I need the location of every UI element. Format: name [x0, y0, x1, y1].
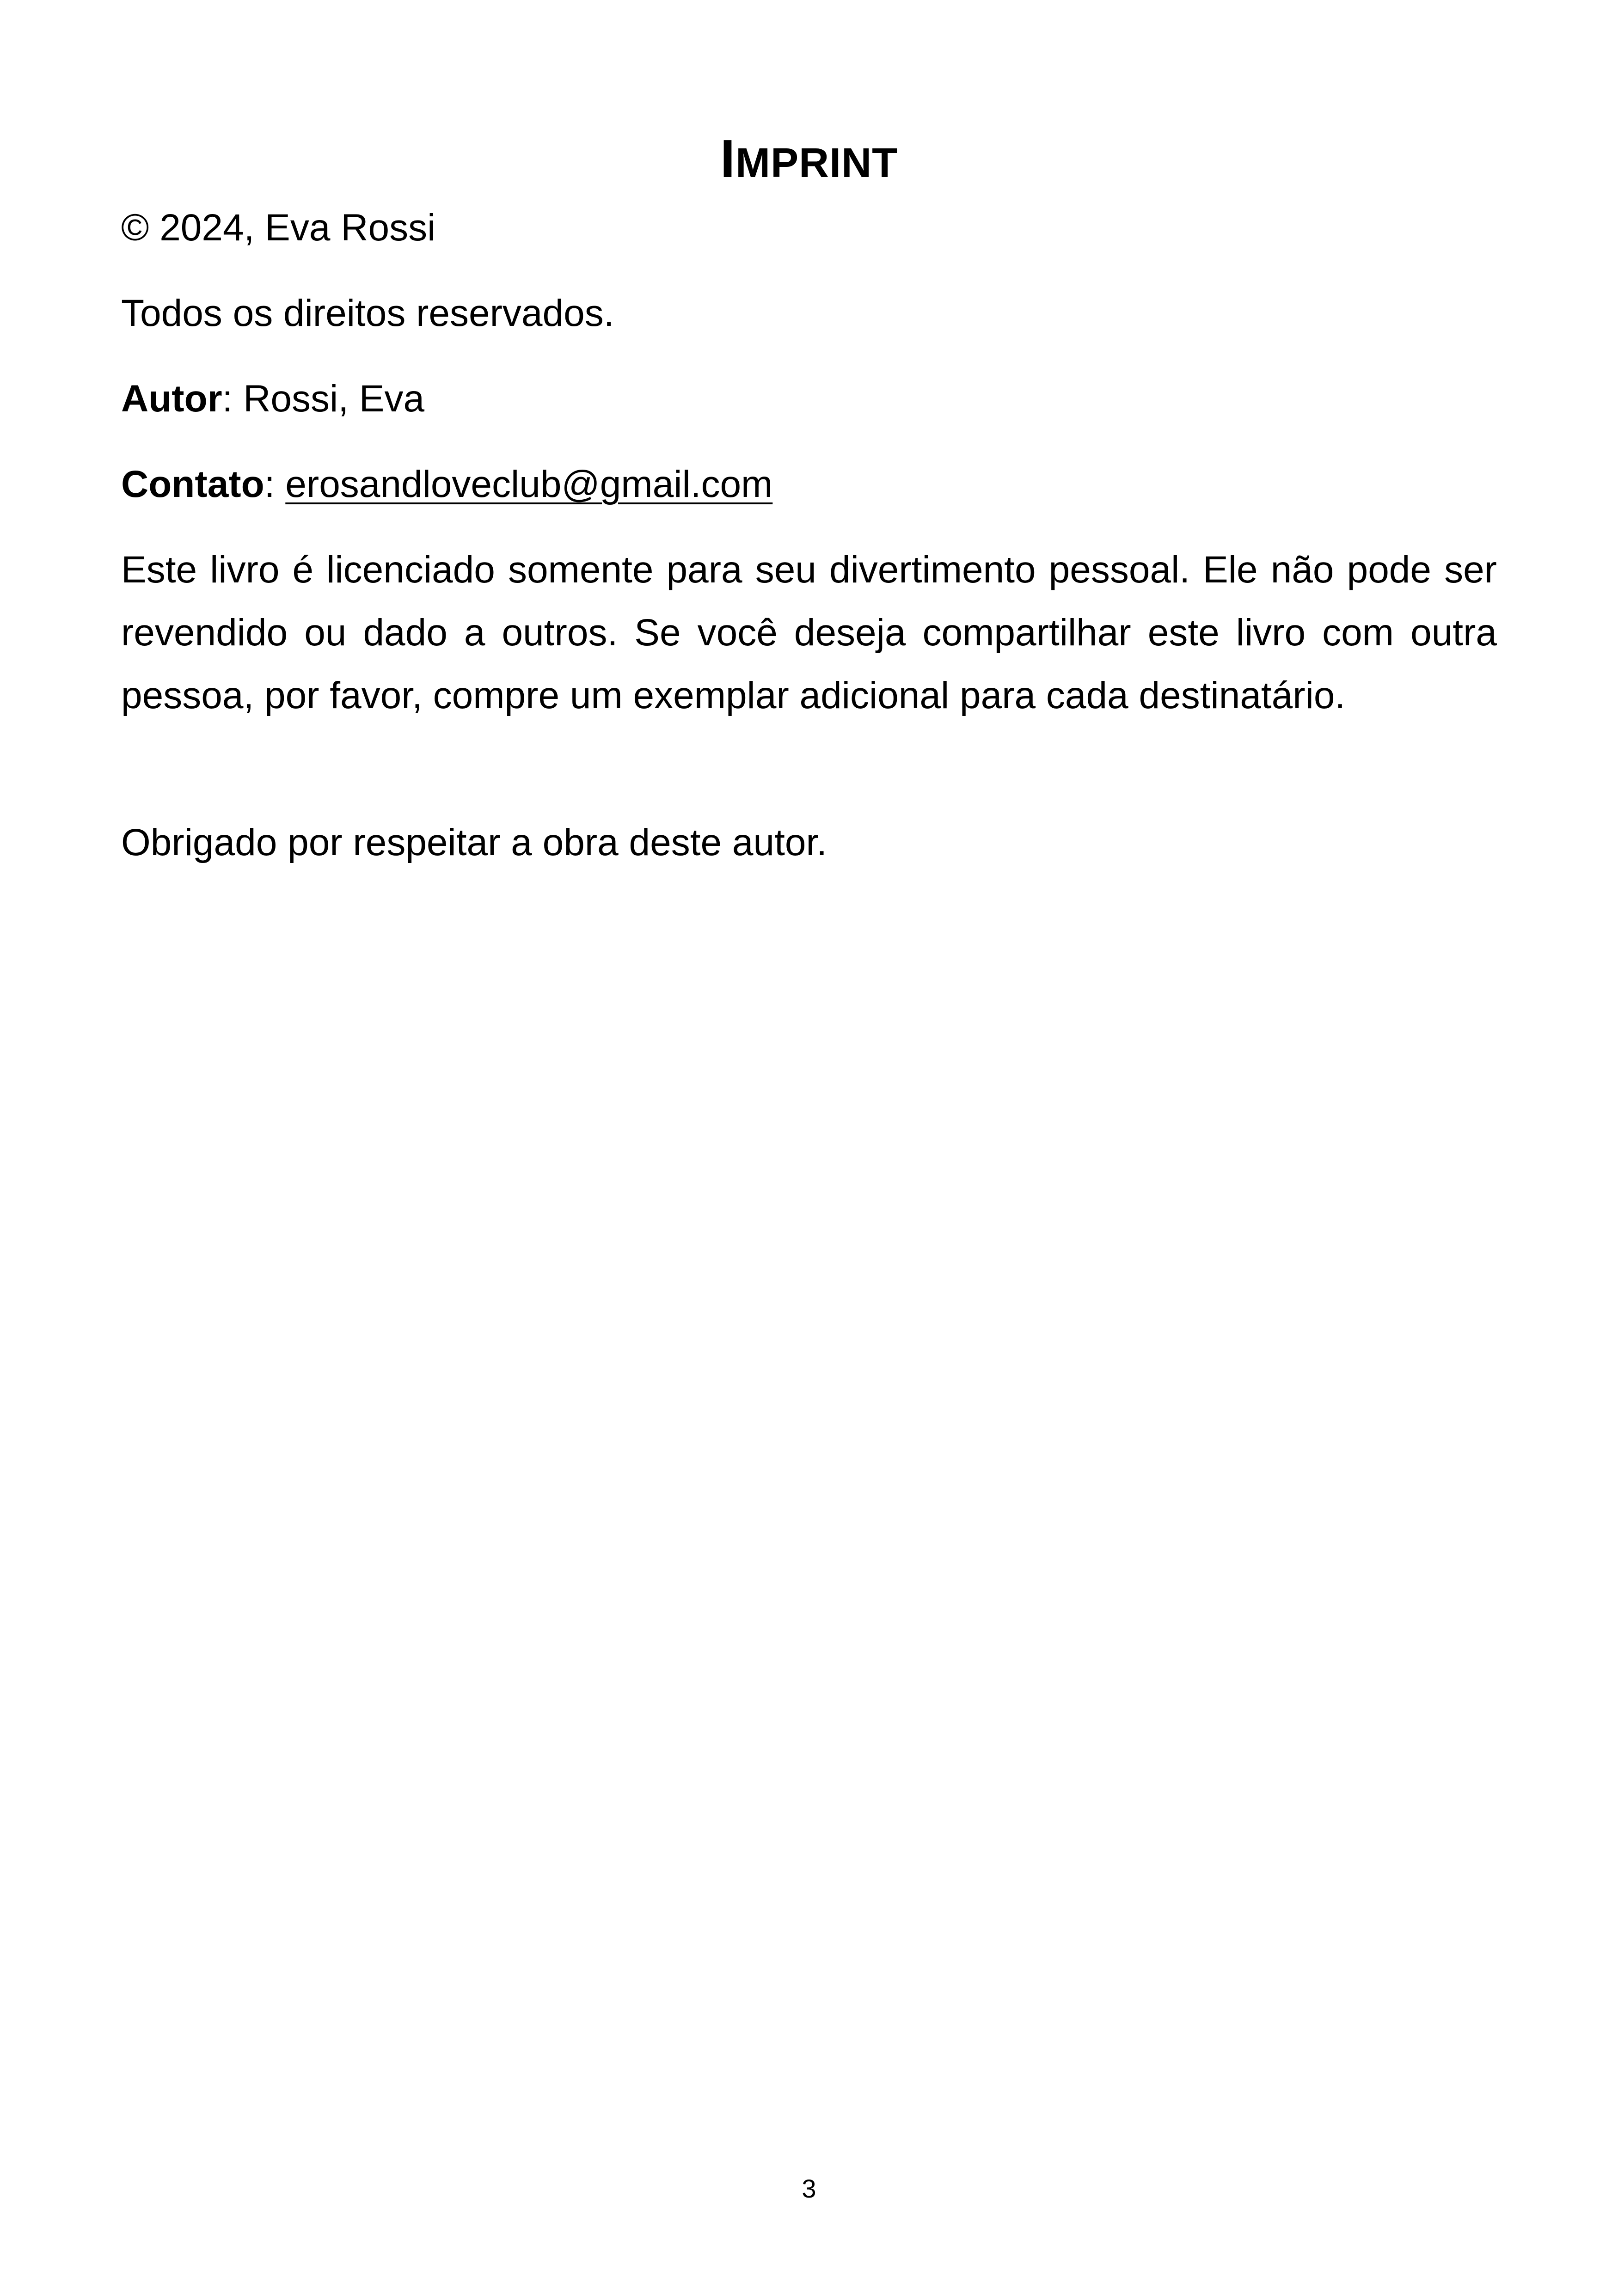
- author-separator: :: [222, 378, 244, 420]
- author-value: Rossi, Eva: [243, 378, 425, 420]
- contact-label: Contato: [121, 463, 264, 505]
- contact-line: [121, 453, 1497, 516]
- copyright-line: © 2024, Eva Rossi: [121, 207, 436, 249]
- title-rest: MPRINT: [735, 140, 898, 186]
- contact-separator: :: [264, 463, 286, 505]
- thanks-line: Obrigado por respeitar a obra deste autor.: [121, 821, 827, 863]
- rights-line: Todos os direitos reservados.: [121, 292, 614, 334]
- page-number: 3: [802, 2174, 816, 2203]
- page-title: [0, 126, 1618, 196]
- author-label: Autor: [121, 378, 222, 420]
- author-line: [121, 367, 1497, 430]
- license-paragraph: Este livro é licenciado somente para seu divertimento pessoal. Ele não pode ser revendido ou dado a outros. Se você deseja compartilhar este livro com outra pessoa, por favor, compre um exemplar adicional para cada destinatário.: [121, 549, 1497, 716]
- contact-email-link[interactable]: erosandloveclub@gmail.com: [285, 463, 773, 505]
- title-first-letter: I: [720, 128, 736, 189]
